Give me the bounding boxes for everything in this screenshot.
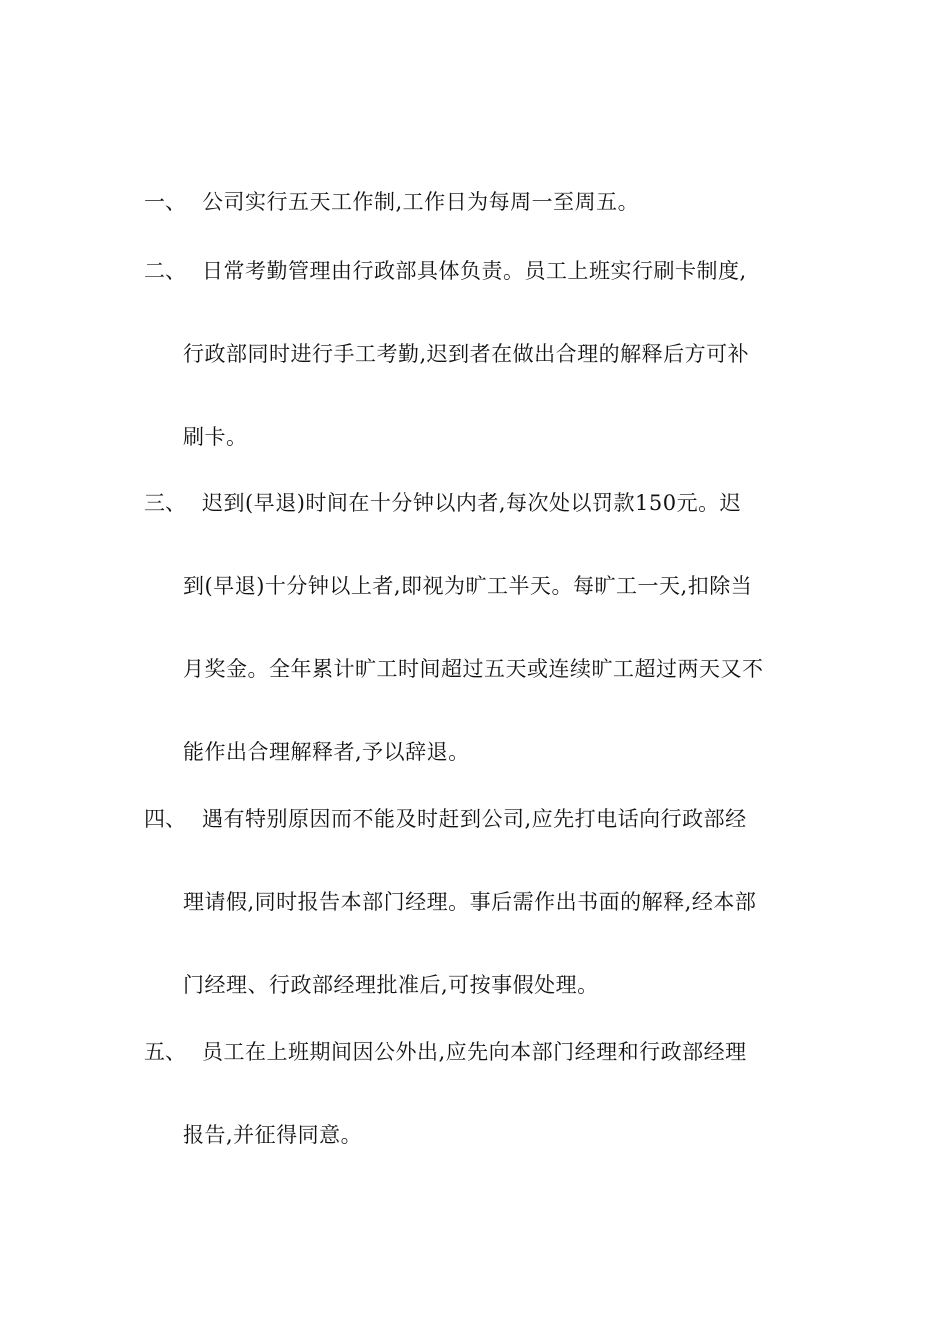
clause-text-line: 报告,并征得同意。 <box>183 1123 363 1147</box>
clause-text-line: 公司实行五天工作制,工作日为每周一至周五。 <box>202 190 640 214</box>
clause-text-line: 迟到(早退)时间在十分钟以内者,每次处以罚款150元。迟 <box>202 491 742 515</box>
clause-text-line: 门经理、行政部经理批准后,可按事假处理。 <box>183 973 599 997</box>
clause-text-line: 遇有特别原因而不能及时赶到公司,应先打电话向行政部经 <box>202 807 747 831</box>
clause-text-line: 员工在上班期间因公外出,应先向本部门经理和行政部经理 <box>202 1040 747 1064</box>
clause-number: 四、 <box>144 807 186 831</box>
clause-text-line: 到(早退)十分钟以上者,即视为旷工半天。每旷工一天,扣除当 <box>183 574 753 598</box>
clause-number: 三、 <box>144 491 186 515</box>
clause-number: 五、 <box>144 1040 186 1064</box>
clause-text-line: 能作出合理解释者,予以辞退。 <box>183 740 470 764</box>
clause-text-line: 行政部同时进行手工考勤,迟到者在做出合理的解释后方可补 <box>183 342 750 366</box>
clause-text-line: 月奖金。全年累计旷工时间超过五天或连续旷工超过两天又不 <box>183 657 764 681</box>
clause-text-line: 日常考勤管理由行政部具体负责。员工上班实行刷卡制度, <box>202 259 747 283</box>
clause-text-line: 理请假,同时报告本部门经理。事后需作出书面的解释,经本部 <box>183 890 757 914</box>
clause-number: 二、 <box>144 259 186 283</box>
clause-text-line: 刷卡。 <box>183 425 248 449</box>
clause-number: 一、 <box>144 190 186 214</box>
